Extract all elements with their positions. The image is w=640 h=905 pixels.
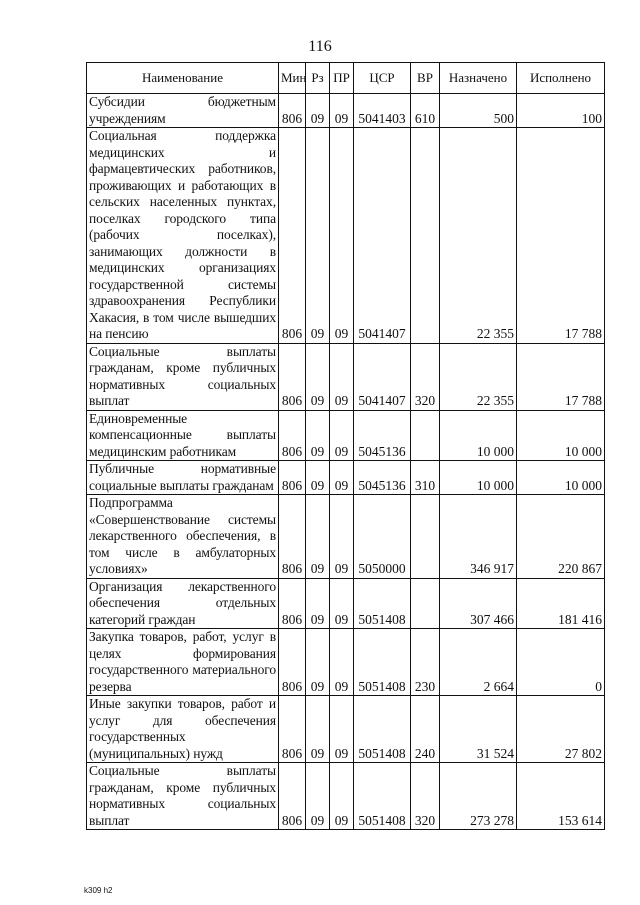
table-header-row xyxy=(87,63,605,94)
row-executed: 10 000 xyxy=(517,410,605,461)
row-rz: 09 xyxy=(306,128,330,344)
row-name: Единовременные компенсационные выплаты медицинским работникам xyxy=(87,410,279,461)
row-assigned: 500 xyxy=(440,94,517,128)
row-vr: 320 xyxy=(411,763,440,830)
header-vr: ВР xyxy=(411,63,440,94)
row-assigned: 10 000 xyxy=(440,410,517,461)
row-rz: 09 xyxy=(306,696,330,763)
row-pr: 09 xyxy=(330,128,354,344)
row-name: Социальные выплаты гражданам, кроме публичных нормативных социальных выплат xyxy=(87,763,279,830)
footer-code: k309 h2 xyxy=(84,886,113,895)
row-pr: 09 xyxy=(330,696,354,763)
row-name: Социальная поддержка медицинских и фармацевтических работников, проживающих и работающих в сельских населенных пунктах, поселках городского типа (рабочих поселках), занимающих должности в медицинских организациях государственной системы здравоохранения Республики Хакасия, в том числе вышедших на пенсию xyxy=(87,128,279,344)
row-min: 806 xyxy=(279,128,306,344)
row-rz: 09 xyxy=(306,578,330,629)
row-rz: 09 xyxy=(306,461,330,495)
table-row xyxy=(87,128,605,344)
table-row xyxy=(87,495,605,579)
row-executed: 100 xyxy=(517,94,605,128)
header-min: Мин xyxy=(279,63,306,94)
row-csr: 5041403 xyxy=(354,94,411,128)
table-row xyxy=(87,94,605,128)
header-csr: ЦСР xyxy=(354,63,411,94)
table-row xyxy=(87,410,605,461)
header-pr: ПР xyxy=(330,63,354,94)
row-min: 806 xyxy=(279,578,306,629)
row-pr: 09 xyxy=(330,629,354,696)
row-executed: 17 788 xyxy=(517,343,605,410)
header-executed: Исполнено xyxy=(517,63,605,94)
row-csr: 5045136 xyxy=(354,461,411,495)
row-rz: 09 xyxy=(306,410,330,461)
row-pr: 09 xyxy=(330,343,354,410)
row-vr xyxy=(411,128,440,344)
row-name: Закупка товаров, работ, услуг в целях формирования государственного материального резерва xyxy=(87,629,279,696)
row-csr: 5045136 xyxy=(354,410,411,461)
row-rz: 09 xyxy=(306,763,330,830)
row-min: 806 xyxy=(279,410,306,461)
row-csr: 5051408 xyxy=(354,763,411,830)
header-name: Наименование xyxy=(87,63,279,94)
row-rz: 09 xyxy=(306,343,330,410)
table-row xyxy=(87,696,605,763)
row-name: Социальные выплаты гражданам, кроме публичных нормативных социальных выплат xyxy=(87,343,279,410)
row-assigned: 273 278 xyxy=(440,763,517,830)
row-pr: 09 xyxy=(330,461,354,495)
row-vr: 240 xyxy=(411,696,440,763)
row-rz: 09 xyxy=(306,94,330,128)
row-assigned: 31 524 xyxy=(440,696,517,763)
row-name: Подпрограмма «Совершенствование системы лекарственного обеспечения, в том числе в амбулаторных условиях» xyxy=(87,495,279,579)
row-pr: 09 xyxy=(330,578,354,629)
header-rz: Рз xyxy=(306,63,330,94)
row-csr: 5051408 xyxy=(354,696,411,763)
row-min: 806 xyxy=(279,343,306,410)
table-row xyxy=(87,578,605,629)
row-assigned: 346 917 xyxy=(440,495,517,579)
row-vr xyxy=(411,410,440,461)
budget-table xyxy=(86,62,605,830)
row-executed: 17 788 xyxy=(517,128,605,344)
row-min: 806 xyxy=(279,696,306,763)
row-executed: 27 802 xyxy=(517,696,605,763)
header-assigned: Назначено xyxy=(440,63,517,94)
row-vr: 230 xyxy=(411,629,440,696)
row-csr: 5041407 xyxy=(354,128,411,344)
row-vr: 310 xyxy=(411,461,440,495)
row-name: Публичные нормативные социальные выплаты гражданам xyxy=(87,461,279,495)
row-executed: 153 614 xyxy=(517,763,605,830)
row-min: 806 xyxy=(279,461,306,495)
row-assigned: 10 000 xyxy=(440,461,517,495)
row-pr: 09 xyxy=(330,495,354,579)
row-assigned: 22 355 xyxy=(440,343,517,410)
row-csr: 5050000 xyxy=(354,495,411,579)
table-row xyxy=(87,629,605,696)
row-min: 806 xyxy=(279,495,306,579)
table-row xyxy=(87,461,605,495)
row-name: Субсидии бюджетным учреждениям xyxy=(87,94,279,128)
page-number: 116 xyxy=(308,38,332,55)
row-csr: 5051408 xyxy=(354,629,411,696)
row-pr: 09 xyxy=(330,763,354,830)
table-row xyxy=(87,343,605,410)
row-assigned: 2 664 xyxy=(440,629,517,696)
row-vr: 610 xyxy=(411,94,440,128)
row-pr: 09 xyxy=(330,94,354,128)
row-rz: 09 xyxy=(306,495,330,579)
row-min: 806 xyxy=(279,763,306,830)
row-min: 806 xyxy=(279,94,306,128)
row-rz: 09 xyxy=(306,629,330,696)
row-executed: 220 867 xyxy=(517,495,605,579)
row-executed: 0 xyxy=(517,629,605,696)
row-vr xyxy=(411,578,440,629)
row-executed: 10 000 xyxy=(517,461,605,495)
row-assigned: 307 466 xyxy=(440,578,517,629)
row-assigned: 22 355 xyxy=(440,128,517,344)
table-row xyxy=(87,763,605,830)
row-vr xyxy=(411,495,440,579)
row-vr: 320 xyxy=(411,343,440,410)
row-pr: 09 xyxy=(330,410,354,461)
row-csr: 5041407 xyxy=(354,343,411,410)
row-csr: 5051408 xyxy=(354,578,411,629)
row-min: 806 xyxy=(279,629,306,696)
row-executed: 181 416 xyxy=(517,578,605,629)
row-name: Организация лекарственного обеспечения отдельных категорий граждан xyxy=(87,578,279,629)
row-name: Иные закупки товаров, работ и услуг для обеспечения государственных (муниципальных) нужд xyxy=(87,696,279,763)
